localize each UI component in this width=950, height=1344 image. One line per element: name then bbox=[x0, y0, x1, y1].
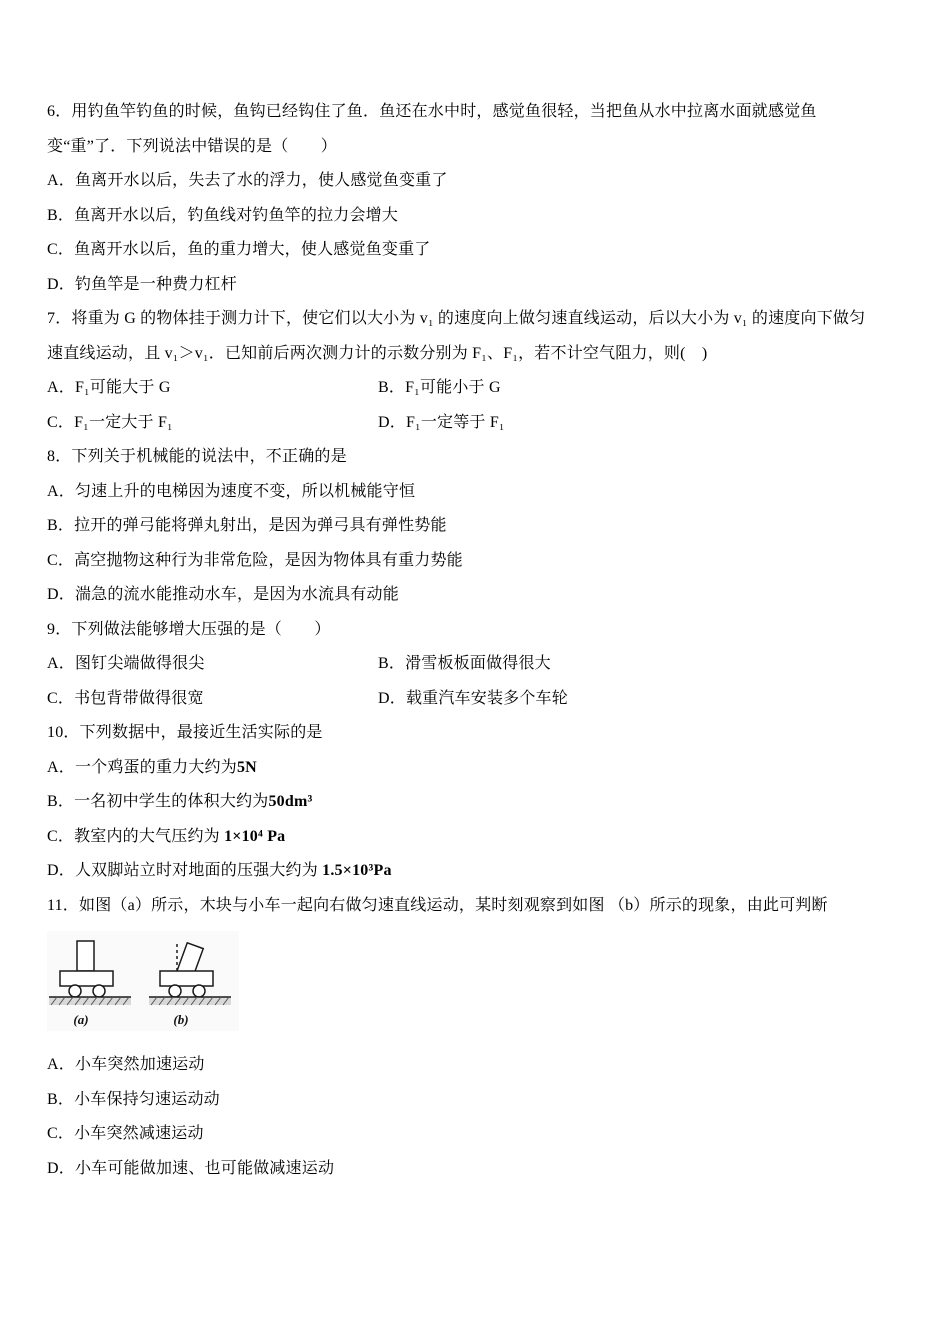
cart-b-wheel-right bbox=[193, 985, 205, 997]
question-10-stem: 10．下列数据中，最接近生活实际的是 bbox=[47, 724, 323, 741]
question-7-option-d bbox=[378, 406, 869, 441]
option-value-bold: 50dm³ bbox=[268, 793, 313, 810]
question-7-stem: 7．将重为 G 的物体挂于测力计下，使它们以大小为 v₁ 的速度向上做匀速直线运动，后以大小为 v₁ 的速度向下做匀速直线运动，且 v₁＞v₁．已知前后两次测力计的示数分别为 F₁、F₁，若不计空气阻力，则( ) bbox=[47, 310, 866, 362]
question-6 bbox=[47, 95, 869, 302]
option-text: D．F₁一定等于 F₁ bbox=[378, 413, 505, 431]
cart-block-figure-svg bbox=[47, 931, 239, 1031]
option-text: A．鱼离开水以后，失去了水的浮力，使人感觉鱼变重了 bbox=[47, 172, 448, 189]
option-text: B．滑雪板板面做得很大 bbox=[378, 655, 551, 672]
block-upright-icon bbox=[77, 941, 94, 971]
option-text: C．高空抛物这种行为非常危险，是因为物体具有重力势能 bbox=[47, 551, 463, 569]
option-text: D．人双脚站立时对地面的压强大约为 bbox=[47, 862, 323, 879]
option-text: C．书包背带做得很宽 bbox=[47, 689, 204, 707]
option-text: B．鱼离开水以后，钓鱼线对钓鱼竿的拉力会增大 bbox=[47, 206, 399, 224]
cart-b-body bbox=[160, 971, 213, 986]
question-9 bbox=[47, 613, 869, 717]
cart-block-figure bbox=[47, 931, 239, 1031]
question-11-option-b bbox=[47, 1083, 869, 1118]
question-9-stem: 9．下列做法能够增大压强的是（ ） bbox=[47, 620, 331, 638]
cart-a-wheel-right bbox=[93, 985, 105, 997]
ground-b bbox=[149, 997, 231, 1005]
option-text: B．F₁可能小于 G bbox=[378, 379, 501, 396]
question-10-option-c bbox=[47, 820, 869, 855]
option-text: D．小车可能做加速、也可能做减速运动 bbox=[47, 1159, 335, 1177]
question-6-option-a bbox=[47, 164, 869, 199]
question-9-options-row-1 bbox=[47, 647, 869, 682]
question-list bbox=[47, 95, 869, 1186]
question-7-option-a bbox=[47, 371, 378, 406]
ground-a bbox=[49, 997, 131, 1005]
option-text: C．教室内的大气压约为 bbox=[47, 827, 225, 845]
question-9-option-d bbox=[378, 682, 869, 717]
option-value-bold: 1×10⁴ Pa bbox=[224, 827, 286, 845]
option-text: D．钓鱼竿是一种费力杠杆 bbox=[47, 275, 237, 293]
option-text: A．F₁可能大于 G bbox=[47, 379, 171, 396]
question-11 bbox=[47, 889, 869, 1187]
question-11-option-a bbox=[47, 1048, 869, 1083]
option-text: B．小车保持匀速运动动 bbox=[47, 1090, 220, 1108]
question-11-option-d bbox=[47, 1152, 869, 1187]
question-8 bbox=[47, 440, 869, 613]
option-text: C．鱼离开水以后，鱼的重力增大，使人感觉鱼变重了 bbox=[47, 241, 431, 258]
question-7-option-c bbox=[47, 406, 378, 441]
option-text: D．湍急的流水能推动水车，是因为水流具有动能 bbox=[47, 586, 399, 603]
cart-a-wheel-left bbox=[69, 985, 81, 997]
question-8-option-a bbox=[47, 475, 869, 510]
option-text: C．小车突然减速运动 bbox=[47, 1125, 204, 1142]
question-11-stem: 11．如图（a）所示，木块与小车一起向右做匀速直线运动，某时刻观察到如图 （b）所示的现象，由此可判断 bbox=[47, 896, 828, 914]
option-text: A．图钉尖端做得很尖 bbox=[47, 655, 205, 672]
question-8-option-c bbox=[47, 544, 869, 579]
question-9-option-c bbox=[47, 682, 378, 717]
question-7-options-row-1 bbox=[47, 371, 869, 406]
cart-b-wheel-left bbox=[169, 985, 181, 997]
question-9-option-a bbox=[47, 647, 378, 682]
question-8-option-d bbox=[47, 578, 869, 613]
figure-label-b: (b) bbox=[173, 1012, 189, 1027]
question-10-option-a bbox=[47, 751, 869, 786]
question-6-option-d bbox=[47, 268, 869, 303]
option-text: B．拉开的弹弓能将弹丸射出，是因为弹弓具有弹性势能 bbox=[47, 517, 447, 534]
question-8-option-b bbox=[47, 509, 869, 544]
question-10-option-d bbox=[47, 854, 869, 889]
question-10-option-b bbox=[47, 785, 869, 820]
option-text: A．小车突然加速运动 bbox=[47, 1056, 205, 1073]
question-10 bbox=[47, 716, 869, 889]
figure-label-a: (a) bbox=[73, 1012, 89, 1027]
question-9-options-row-2 bbox=[47, 682, 869, 717]
question-6-option-c bbox=[47, 233, 869, 268]
option-text: A．一个鸡蛋的重力大约为 bbox=[47, 758, 237, 776]
option-text: D．载重汽车安装多个车轮 bbox=[378, 689, 568, 707]
question-11-option-c bbox=[47, 1117, 869, 1152]
question-7 bbox=[47, 302, 869, 440]
cart-b-group bbox=[149, 941, 231, 1005]
question-9-option-b bbox=[378, 647, 869, 682]
option-value-bold: 5N bbox=[236, 758, 257, 776]
cart-a-group bbox=[49, 941, 131, 1005]
question-8-stem: 8．下列关于机械能的说法中，不正确的是 bbox=[47, 448, 347, 465]
option-text: A．匀速上升的电梯因为速度不变，所以机械能守恒 bbox=[47, 482, 416, 500]
question-7-options-row-2 bbox=[47, 406, 869, 441]
question-6-option-b bbox=[47, 199, 869, 234]
cart-a-body bbox=[60, 971, 113, 986]
option-text: B．一名初中学生的体积大约为 bbox=[47, 793, 269, 810]
question-6-stem: 6．用钓鱼竿钓鱼的时候，鱼钩已经钩住了鱼．鱼还在水中时，感觉鱼很轻，当把鱼从水中拉离水面就感觉鱼变“重”了．下列说法中错误的是（ ） bbox=[47, 103, 817, 155]
option-value-bold: 1.5×10³Pa bbox=[322, 862, 392, 879]
question-7-option-b bbox=[378, 371, 869, 406]
option-text: C．F₁一定大于 F₁ bbox=[47, 413, 173, 431]
